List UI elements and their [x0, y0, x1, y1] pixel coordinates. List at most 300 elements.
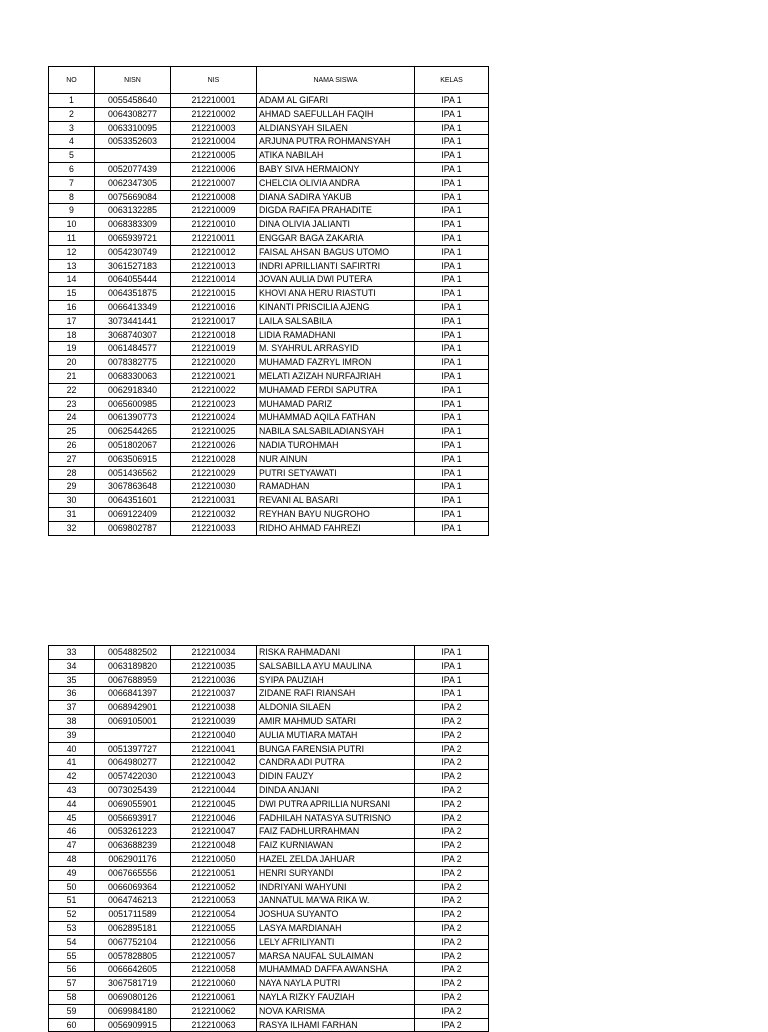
cell-kelas: IPA 1 — [415, 190, 489, 204]
cell-no: 8 — [49, 190, 95, 204]
cell-nis: 212210020 — [171, 356, 257, 370]
cell-nisn: 0065600985 — [95, 397, 171, 411]
student-table-1 — [48, 66, 489, 536]
table-row — [49, 480, 489, 494]
cell-no: 17 — [49, 314, 95, 328]
cell-nisn: 0064746213 — [95, 894, 171, 908]
cell-kelas: IPA 1 — [415, 452, 489, 466]
table-row — [49, 507, 489, 521]
cell-kelas: IPA 2 — [415, 797, 489, 811]
cell-nis: 212210010 — [171, 218, 257, 232]
cell-nis: 212210055 — [171, 921, 257, 935]
cell-nama-siswa: SYIPA PAUZIAH — [257, 673, 415, 687]
cell-nama-siswa: FADHILAH NATASYA SUTRISNO — [257, 811, 415, 825]
cell-nisn: 0068383309 — [95, 218, 171, 232]
table-header-row — [49, 67, 489, 94]
table-row — [49, 935, 489, 949]
table-row — [49, 701, 489, 715]
cell-nisn: 3073441441 — [95, 314, 171, 328]
cell-nis: 212210052 — [171, 880, 257, 894]
cell-nama-siswa: MUHAMAD FAZRYL IMRON — [257, 356, 415, 370]
cell-nama-siswa: NOVA KARISMA — [257, 1004, 415, 1018]
cell-kelas: IPA 1 — [415, 494, 489, 508]
cell-kelas: IPA 1 — [415, 411, 489, 425]
table-row — [49, 1004, 489, 1018]
cell-nama-siswa: REYHAN BAYU NUGROHO — [257, 507, 415, 521]
cell-nis: 212210024 — [171, 411, 257, 425]
cell-nama-siswa: FAIZ FADHLURRAHMAN — [257, 825, 415, 839]
cell-nama-siswa: M. SYAHRUL ARRASYID — [257, 342, 415, 356]
cell-nama-siswa: AULIA MUTIARA MATAH — [257, 728, 415, 742]
cell-nama-siswa: MUHAMMAD DAFFA AWANSHA — [257, 963, 415, 977]
cell-no: 2 — [49, 107, 95, 121]
cell-no: 44 — [49, 797, 95, 811]
table-row — [49, 866, 489, 880]
table-row — [49, 742, 489, 756]
table-row — [49, 149, 489, 163]
cell-nama-siswa: ZIDANE RAFI RIANSAH — [257, 687, 415, 701]
cell-kelas: IPA 1 — [415, 507, 489, 521]
table-row — [49, 908, 489, 922]
table-row — [49, 121, 489, 135]
cell-nis: 212210032 — [171, 507, 257, 521]
cell-nis: 212210033 — [171, 521, 257, 535]
cell-kelas: IPA 1 — [415, 397, 489, 411]
cell-nis: 212210028 — [171, 452, 257, 466]
table-row — [49, 107, 489, 121]
cell-nisn: 0066413349 — [95, 300, 171, 314]
cell-no: 18 — [49, 328, 95, 342]
cell-nama-siswa: NADIA TUROHMAH — [257, 438, 415, 452]
cell-nama-siswa: MARSA NAUFAL SULAIMAN — [257, 949, 415, 963]
cell-no: 56 — [49, 963, 95, 977]
cell-nisn: 0066069364 — [95, 880, 171, 894]
cell-nama-siswa: KHOVI ANA HERU RIASTUTI — [257, 287, 415, 301]
cell-nis: 212210051 — [171, 866, 257, 880]
cell-nama-siswa: ALDONIA SILAEN — [257, 701, 415, 715]
cell-no: 24 — [49, 411, 95, 425]
table-row — [49, 825, 489, 839]
table-row — [49, 894, 489, 908]
table-row — [49, 990, 489, 1004]
cell-nis: 212210035 — [171, 659, 257, 673]
cell-no: 1 — [49, 94, 95, 108]
header-nama-siswa: NAMA SISWA — [257, 67, 415, 94]
table-row — [49, 356, 489, 370]
cell-kelas: IPA 2 — [415, 714, 489, 728]
cell-nama-siswa: FAIZ KURNIAWAN — [257, 839, 415, 853]
table-row — [49, 797, 489, 811]
cell-nis: 212210014 — [171, 273, 257, 287]
cell-nisn: 3067863648 — [95, 480, 171, 494]
cell-kelas: IPA 1 — [415, 231, 489, 245]
cell-nis: 212210044 — [171, 783, 257, 797]
cell-nisn: 0054882502 — [95, 646, 171, 660]
cell-no: 43 — [49, 783, 95, 797]
cell-nama-siswa: REVANI AL BASARI — [257, 494, 415, 508]
table-row — [49, 176, 489, 190]
cell-no: 27 — [49, 452, 95, 466]
cell-no: 48 — [49, 852, 95, 866]
table-row — [49, 839, 489, 853]
cell-no: 14 — [49, 273, 95, 287]
cell-nis: 212210008 — [171, 190, 257, 204]
cell-nisn: 3061527183 — [95, 259, 171, 273]
cell-nis: 212210012 — [171, 245, 257, 259]
cell-nis: 212210009 — [171, 204, 257, 218]
cell-nis: 212210046 — [171, 811, 257, 825]
table-row — [49, 135, 489, 149]
cell-kelas: IPA 2 — [415, 839, 489, 853]
cell-no: 32 — [49, 521, 95, 535]
cell-nis: 212210011 — [171, 231, 257, 245]
cell-nis: 212210053 — [171, 894, 257, 908]
cell-kelas: IPA 2 — [415, 921, 489, 935]
cell-nama-siswa: RASYA ILHAMI FARHAN — [257, 1018, 415, 1032]
cell-nama-siswa: LELY AFRILIYANTI — [257, 935, 415, 949]
cell-kelas: IPA 2 — [415, 977, 489, 991]
cell-no: 19 — [49, 342, 95, 356]
cell-kelas: IPA 1 — [415, 135, 489, 149]
table-row — [49, 646, 489, 660]
cell-no: 38 — [49, 714, 95, 728]
cell-nama-siswa: INDRIYANI WAHYUNI — [257, 880, 415, 894]
cell-nis: 212210023 — [171, 397, 257, 411]
cell-nis: 212210061 — [171, 990, 257, 1004]
table-row — [49, 977, 489, 991]
cell-kelas: IPA 2 — [415, 866, 489, 880]
table-row — [49, 921, 489, 935]
cell-no: 6 — [49, 162, 95, 176]
cell-nis: 212210039 — [171, 714, 257, 728]
cell-kelas: IPA 2 — [415, 783, 489, 797]
cell-kelas: IPA 1 — [415, 273, 489, 287]
cell-nama-siswa: MUHAMMAD AQILA FATHAN — [257, 411, 415, 425]
table-row — [49, 342, 489, 356]
cell-no: 21 — [49, 369, 95, 383]
cell-nis: 212210013 — [171, 259, 257, 273]
cell-nis: 212210016 — [171, 300, 257, 314]
cell-kelas: IPA 1 — [415, 162, 489, 176]
cell-nisn: 0053261223 — [95, 825, 171, 839]
cell-nisn: 0069080126 — [95, 990, 171, 1004]
cell-kelas: IPA 2 — [415, 894, 489, 908]
cell-kelas: IPA 2 — [415, 756, 489, 770]
cell-nisn: 0062901176 — [95, 852, 171, 866]
cell-kelas: IPA 1 — [415, 287, 489, 301]
cell-nisn: 0062544265 — [95, 425, 171, 439]
cell-no: 11 — [49, 231, 95, 245]
cell-nisn: 0056909915 — [95, 1018, 171, 1032]
cell-nisn: 0055458640 — [95, 94, 171, 108]
table-row — [49, 218, 489, 232]
cell-no: 37 — [49, 701, 95, 715]
cell-nisn: 0064308277 — [95, 107, 171, 121]
cell-kelas: IPA 1 — [415, 121, 489, 135]
cell-kelas: IPA 2 — [415, 811, 489, 825]
cell-no: 25 — [49, 425, 95, 439]
cell-kelas: IPA 2 — [415, 963, 489, 977]
cell-nisn: 0064351601 — [95, 494, 171, 508]
table-row — [49, 287, 489, 301]
cell-no: 35 — [49, 673, 95, 687]
cell-no: 51 — [49, 894, 95, 908]
cell-nis: 212210018 — [171, 328, 257, 342]
cell-kelas: IPA 1 — [415, 300, 489, 314]
cell-nisn: 0051711589 — [95, 908, 171, 922]
cell-nama-siswa: LAILA SALSABILA — [257, 314, 415, 328]
cell-nama-siswa: BABY SIVA HERMAIONY — [257, 162, 415, 176]
table-row — [49, 466, 489, 480]
cell-nisn: 0062347305 — [95, 176, 171, 190]
table-row — [49, 521, 489, 535]
cell-nama-siswa: NABILA SALSABILADIANSYAH — [257, 425, 415, 439]
cell-nis: 212210042 — [171, 756, 257, 770]
cell-nama-siswa: HAZEL ZELDA JAHUAR — [257, 852, 415, 866]
table-row — [49, 438, 489, 452]
cell-nama-siswa: CHELCIA OLIVIA ANDRA — [257, 176, 415, 190]
cell-nisn: 0069802787 — [95, 521, 171, 535]
cell-kelas: IPA 1 — [415, 314, 489, 328]
cell-nisn: 0061390773 — [95, 411, 171, 425]
cell-nama-siswa: ALDIANSYAH SILAEN — [257, 121, 415, 135]
cell-nisn: 0063688239 — [95, 839, 171, 853]
table-row — [49, 811, 489, 825]
cell-kelas: IPA 1 — [415, 687, 489, 701]
cell-kelas: IPA 1 — [415, 149, 489, 163]
cell-nis: 212210003 — [171, 121, 257, 135]
cell-kelas: IPA 1 — [415, 369, 489, 383]
cell-no: 46 — [49, 825, 95, 839]
cell-nis: 212210007 — [171, 176, 257, 190]
cell-no: 57 — [49, 977, 95, 991]
cell-no: 40 — [49, 742, 95, 756]
table-row — [49, 245, 489, 259]
cell-no: 26 — [49, 438, 95, 452]
cell-nisn: 0067665556 — [95, 866, 171, 880]
cell-no: 60 — [49, 1018, 95, 1032]
header-no: NO — [49, 67, 95, 94]
cell-no: 22 — [49, 383, 95, 397]
cell-nama-siswa: ARJUNA PUTRA ROHMANSYAH — [257, 135, 415, 149]
cell-nama-siswa: ENGGAR BAGA ZAKARIA — [257, 231, 415, 245]
cell-kelas: IPA 1 — [415, 94, 489, 108]
cell-nama-siswa: MUHAMAD PARIZ — [257, 397, 415, 411]
table-row — [49, 949, 489, 963]
cell-no: 45 — [49, 811, 95, 825]
cell-nisn: 0057828805 — [95, 949, 171, 963]
table-row — [49, 756, 489, 770]
cell-nisn: 0063189820 — [95, 659, 171, 673]
cell-nama-siswa: DWI PUTRA APRILLIA NURSANI — [257, 797, 415, 811]
table-row — [49, 425, 489, 439]
cell-nama-siswa: RIDHO AHMAD FAHREZI — [257, 521, 415, 535]
cell-nisn: 0064980277 — [95, 756, 171, 770]
cell-nama-siswa: HENRI SURYANDI — [257, 866, 415, 880]
cell-nis: 212210058 — [171, 963, 257, 977]
cell-no: 16 — [49, 300, 95, 314]
cell-kelas: IPA 2 — [415, 701, 489, 715]
cell-nisn: 0056693917 — [95, 811, 171, 825]
cell-nis: 212210015 — [171, 287, 257, 301]
cell-nisn: 0054230749 — [95, 245, 171, 259]
cell-nama-siswa: RISKA RAHMADANI — [257, 646, 415, 660]
cell-nisn: 0063310095 — [95, 121, 171, 135]
cell-nisn: 0078382775 — [95, 356, 171, 370]
cell-no: 33 — [49, 646, 95, 660]
cell-nama-siswa: NAYA NAYLA PUTRI — [257, 977, 415, 991]
cell-nama-siswa: INDRI APRILLIANTI SAFIRTRI — [257, 259, 415, 273]
cell-nis: 212210019 — [171, 342, 257, 356]
cell-no: 10 — [49, 218, 95, 232]
cell-nisn: 0051802067 — [95, 438, 171, 452]
header-kelas: KELAS — [415, 67, 489, 94]
cell-nama-siswa: CANDRA ADI PUTRA — [257, 756, 415, 770]
cell-kelas: IPA 1 — [415, 218, 489, 232]
cell-no: 31 — [49, 507, 95, 521]
cell-nis: 212210001 — [171, 94, 257, 108]
cell-nis: 212210031 — [171, 494, 257, 508]
cell-no: 42 — [49, 770, 95, 784]
cell-no: 5 — [49, 149, 95, 163]
cell-nisn: 0069055901 — [95, 797, 171, 811]
cell-nisn: 0052077439 — [95, 162, 171, 176]
cell-nisn: 0073025439 — [95, 783, 171, 797]
cell-nis: 212210040 — [171, 728, 257, 742]
cell-kelas: IPA 1 — [415, 466, 489, 480]
cell-nama-siswa: LIDIA RAMADHANI — [257, 328, 415, 342]
cell-no: 54 — [49, 935, 95, 949]
table-row — [49, 1018, 489, 1032]
cell-kelas: IPA 2 — [415, 935, 489, 949]
cell-no: 29 — [49, 480, 95, 494]
cell-kelas: IPA 1 — [415, 328, 489, 342]
cell-kelas: IPA 1 — [415, 356, 489, 370]
cell-nama-siswa: MELATI AZIZAH NURFAJRIAH — [257, 369, 415, 383]
header-nis: NIS — [171, 67, 257, 94]
cell-kelas: IPA 1 — [415, 259, 489, 273]
cell-nisn: 0063506915 — [95, 452, 171, 466]
cell-nisn: 0067752104 — [95, 935, 171, 949]
cell-nis: 212210005 — [171, 149, 257, 163]
cell-nisn: 0062895181 — [95, 921, 171, 935]
cell-kelas: IPA 2 — [415, 1018, 489, 1032]
cell-nisn: 0064351875 — [95, 287, 171, 301]
cell-kelas: IPA 2 — [415, 728, 489, 742]
cell-nisn: 0068942901 — [95, 701, 171, 715]
cell-kelas: IPA 2 — [415, 1004, 489, 1018]
table-row — [49, 452, 489, 466]
table-row — [49, 770, 489, 784]
cell-nisn: 0053352603 — [95, 135, 171, 149]
cell-no: 41 — [49, 756, 95, 770]
cell-kelas: IPA 1 — [415, 480, 489, 494]
table-row — [49, 687, 489, 701]
cell-kelas: IPA 2 — [415, 852, 489, 866]
cell-kelas: IPA 1 — [415, 107, 489, 121]
cell-nis: 212210041 — [171, 742, 257, 756]
cell-no: 3 — [49, 121, 95, 135]
cell-no: 59 — [49, 1004, 95, 1018]
cell-no: 28 — [49, 466, 95, 480]
cell-nis: 212210022 — [171, 383, 257, 397]
cell-nama-siswa: DINDA ANJANI — [257, 783, 415, 797]
table-row — [49, 852, 489, 866]
cell-kelas: IPA 2 — [415, 770, 489, 784]
table-row — [49, 383, 489, 397]
cell-nis: 212210036 — [171, 673, 257, 687]
table-row — [49, 783, 489, 797]
cell-nis: 212210021 — [171, 369, 257, 383]
cell-kelas: IPA 1 — [415, 521, 489, 535]
table-row — [49, 328, 489, 342]
table-row — [49, 300, 489, 314]
cell-no: 47 — [49, 839, 95, 853]
cell-nama-siswa: DIGDA RAFIFA PRAHADITE — [257, 204, 415, 218]
cell-nis: 212210002 — [171, 107, 257, 121]
cell-nama-siswa: ATIKA NABILAH — [257, 149, 415, 163]
cell-nisn: 0066642605 — [95, 963, 171, 977]
cell-nis: 212210038 — [171, 701, 257, 715]
cell-nisn: 0069105001 — [95, 714, 171, 728]
cell-nama-siswa: DINA OLIVIA JALIANTI — [257, 218, 415, 232]
cell-kelas: IPA 2 — [415, 742, 489, 756]
cell-nisn: 0051397727 — [95, 742, 171, 756]
cell-nis: 212210026 — [171, 438, 257, 452]
cell-no: 36 — [49, 687, 95, 701]
cell-nisn — [95, 149, 171, 163]
cell-nama-siswa: LASYA MARDIANAH — [257, 921, 415, 935]
cell-no: 4 — [49, 135, 95, 149]
cell-kelas: IPA 1 — [415, 646, 489, 660]
cell-nisn: 3068740307 — [95, 328, 171, 342]
table-row — [49, 659, 489, 673]
table-row — [49, 397, 489, 411]
cell-nisn: 0075669084 — [95, 190, 171, 204]
cell-nama-siswa: AMIR MAHMUD SATARI — [257, 714, 415, 728]
cell-nama-siswa: JOVAN AULIA DWI PUTERA — [257, 273, 415, 287]
cell-nama-siswa: PUTRI SETYAWATI — [257, 466, 415, 480]
cell-nisn: 0066841397 — [95, 687, 171, 701]
cell-nama-siswa: DIDIN FAUZY — [257, 770, 415, 784]
cell-nisn: 0057422030 — [95, 770, 171, 784]
cell-nisn: 0064055444 — [95, 273, 171, 287]
cell-nis: 212210057 — [171, 949, 257, 963]
table-row — [49, 204, 489, 218]
table-row — [49, 273, 489, 287]
cell-nama-siswa: KINANTI PRISCILIA AJENG — [257, 300, 415, 314]
cell-nama-siswa: NUR AINUN — [257, 452, 415, 466]
cell-nis: 212210037 — [171, 687, 257, 701]
cell-nis: 212210029 — [171, 466, 257, 480]
table-row — [49, 963, 489, 977]
cell-kelas: IPA 2 — [415, 990, 489, 1004]
cell-nis: 212210034 — [171, 646, 257, 660]
cell-no: 39 — [49, 728, 95, 742]
cell-nama-siswa: NAYLA RIZKY FAUZIAH — [257, 990, 415, 1004]
cell-nis: 212210006 — [171, 162, 257, 176]
cell-nis: 212210062 — [171, 1004, 257, 1018]
table-row — [49, 673, 489, 687]
student-table-2 — [48, 645, 489, 1032]
cell-no: 50 — [49, 880, 95, 894]
cell-no: 49 — [49, 866, 95, 880]
cell-nisn: 0069984180 — [95, 1004, 171, 1018]
cell-no: 7 — [49, 176, 95, 190]
cell-nama-siswa: SALSABILLA AYU MAULINA — [257, 659, 415, 673]
table-row — [49, 190, 489, 204]
cell-no: 9 — [49, 204, 95, 218]
